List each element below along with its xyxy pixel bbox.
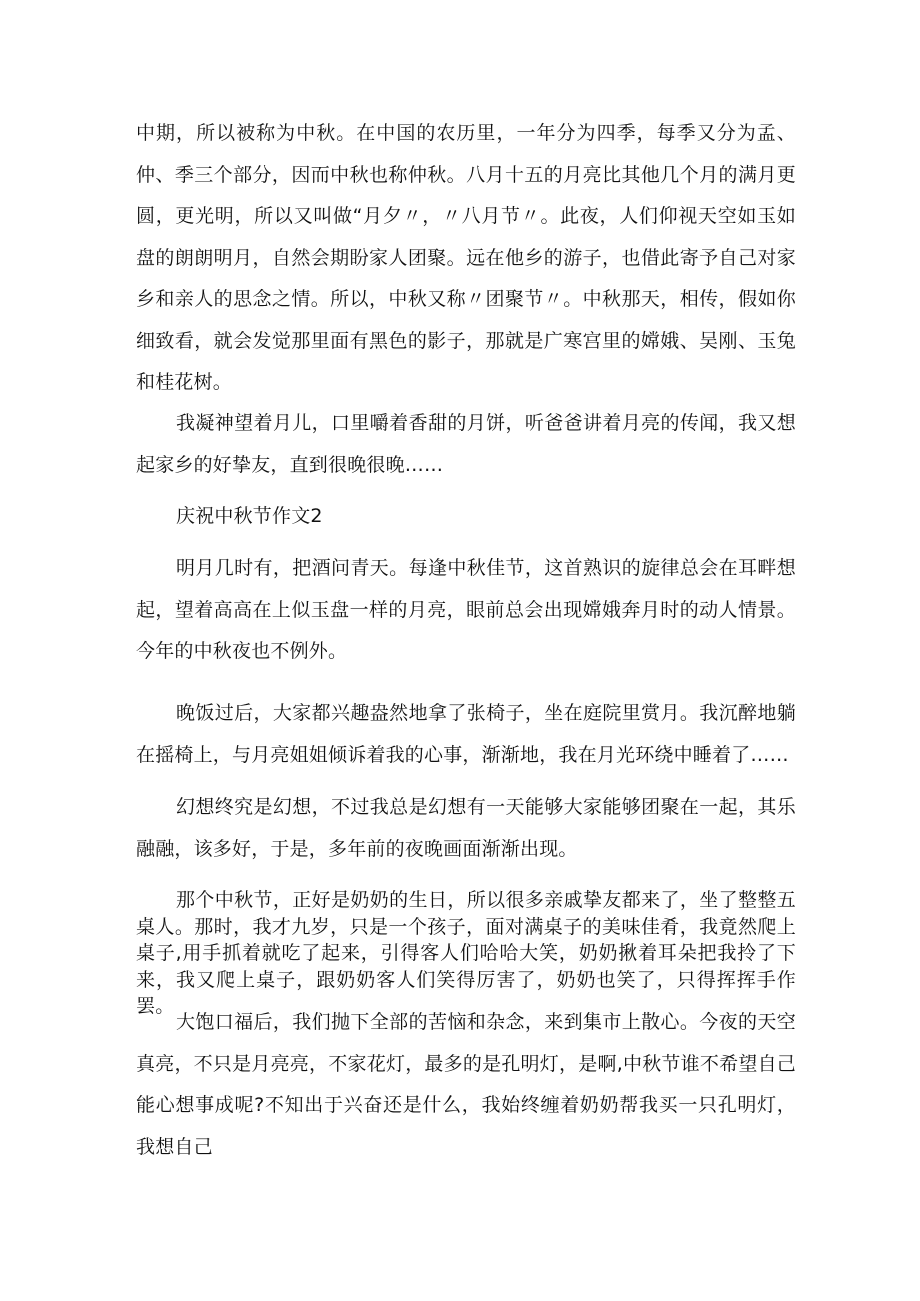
paragraph-dream: 幻想终究是幻想，不过我总是幻想有一天能够大家能够团聚在一起，其乐融融，该多好，于是，多年前的夜晚画面渐渐出现。 — [136, 796, 796, 860]
paragraph-gazing-moon: 我凝神望着月儿，口里嚼着香甜的月饼，听爸爸讲着月亮的传闻，我又想起家乡的好挚友，直到很晚很晚…… — [136, 412, 796, 476]
paragraph-grandma-birthday: 那个中秋节，正好是奶奶的生日，所以很多亲戚挚友都来了，坐了整整五桌人。那时，我才九岁，只是一个孩子，面对满桌子的美味佳肴，我竟然爬上桌子,用手抓着就吃了起来，引得客人们哈哈大笑，奶奶揪着耳朵把我拎了下来，我又爬上桌子，跟奶奶客人们笑得厉害了，奶奶也笑了，只得挥挥手作罢。 — [136, 889, 796, 1017]
paragraph-mid-autumn-origin: 中期，所以被称为中秋。在中国的农历里，一年分为四季，每季又分为孟、仲、季三个部分，因而中秋也称仲秋。八月十五的月亮比其他几个月的满月更圆，更光明，所以又叫做“月夕〃，〃八月节〃。此夜，人们仰视天空如玉如盘的朗朗明月，自然会期盼家人团聚。远在他乡的游子，也借此寄予自己对家乡和亲人的思念之情。所以，中秋又称〃团聚节〃。中秋那天，相传，假如你细致看，就会发觉那里面有黑色的影子，那就是广寒宫里的嫦娥、吴刚、玉兔和桂花树。 — [136, 122, 796, 393]
paragraph-after-dinner: 晚饭过后，大家都兴趣盎然地拿了张椅子，坐在庭院里赏月。我沉醉地躺在摇椅上，与月亮姐姐倾诉着我的心事，渐渐地，我在月光环绕中睡着了…… — [136, 702, 796, 766]
paragraph-bright-moon: 明月几时有，把酒问青天。每逢中秋佳节，这首熟识的旋律总会在耳畔想起，望着高高在上似玉盘一样的月亮，眼前总会出现嫦娥奔月时的动人情景。今年的中秋夜也不例外。 — [136, 557, 796, 662]
essay-2-heading: 庆祝中秋节作文2 — [176, 505, 323, 527]
paragraph-market: 大饱口福后，我们抛下全部的苦恼和杂念，来到集市上散心。今夜的天空真亮，不只是月亮亮，不家花灯，最多的是孔明灯，是啊,中秋节谁不希望自己能心想事成呢?不知出于兴奋还是什么，我始终缠着奶奶帮我买一只孔明灯，我想自己 — [136, 1011, 796, 1158]
